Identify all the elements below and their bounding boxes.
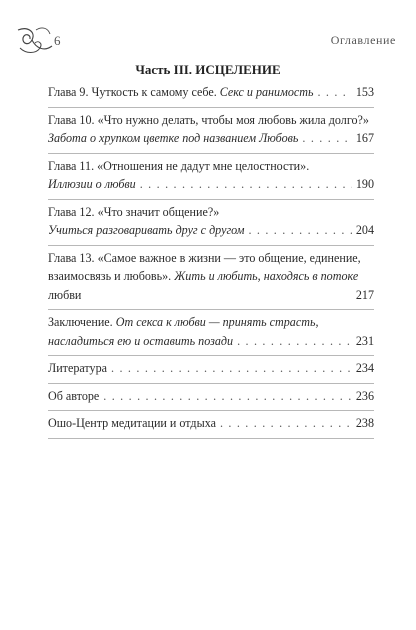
table-of-contents bbox=[48, 80, 374, 439]
toc-entry bbox=[48, 108, 374, 154]
dot-leader bbox=[140, 175, 352, 194]
toc-entry-text: Глава 11. «Отношения не дадут мне целостности». bbox=[48, 158, 310, 173]
toc-page-number: 234 bbox=[355, 361, 374, 375]
toc-entry-last-line bbox=[48, 387, 374, 406]
toc-entry-subtitle: Иллюзии о любви bbox=[48, 177, 136, 191]
toc-entry bbox=[48, 200, 374, 246]
toc-page-number: 204 bbox=[355, 223, 374, 237]
toc-page-number: 167 bbox=[355, 131, 374, 145]
toc-entry-last-line bbox=[48, 175, 374, 194]
dot-leader bbox=[302, 129, 351, 148]
toc-entry-subtitle: Секс и ранимость bbox=[219, 85, 314, 99]
page-header bbox=[14, 24, 396, 54]
toc-entry-subtitle: От секса к любви — принять страсть, bbox=[115, 315, 319, 329]
toc-entry-text: Глава 10. «Что нужно делать, чтобы моя любовь жила долго?» bbox=[48, 112, 369, 127]
toc-entry-last-line bbox=[48, 129, 374, 148]
toc-entry-text: Глава 13. «Самое важное в жизни — это общение, единение, bbox=[48, 250, 361, 265]
toc-entry-text: Ошо-Центр медитации и отдыха bbox=[48, 416, 216, 430]
toc-entry-subtitle: насладиться ею и оставить позади bbox=[48, 333, 234, 348]
toc-entry bbox=[48, 310, 374, 356]
toc-entry-line bbox=[48, 249, 374, 268]
page-number: 6 bbox=[54, 33, 61, 48]
toc-entry-line bbox=[48, 111, 374, 130]
toc-entry-last-line bbox=[48, 83, 374, 102]
toc-entry-last-line bbox=[48, 286, 374, 305]
toc-entry bbox=[48, 80, 374, 108]
toc-entry bbox=[48, 154, 374, 200]
toc-entry-last-line bbox=[48, 332, 374, 351]
toc-entry-text: Об авторе bbox=[48, 388, 100, 403]
toc-page-number: 190 bbox=[355, 177, 374, 191]
toc-entry bbox=[48, 356, 374, 384]
toc-entry-line bbox=[48, 157, 374, 176]
toc-entry bbox=[48, 246, 374, 311]
toc-entry-line bbox=[48, 203, 374, 222]
toc-entry-subtitle: Учиться разговаривать друг с другом bbox=[48, 223, 245, 237]
toc-page-number: 231 bbox=[355, 333, 374, 348]
toc-entry-text: Заключение. bbox=[48, 315, 116, 329]
running-title: Оглавление bbox=[330, 33, 396, 47]
toc-entry-last-line bbox=[48, 359, 374, 378]
toc-entry-text: Глава 9. Чуткость к самому себе. bbox=[48, 85, 220, 99]
dot-leader bbox=[237, 332, 352, 351]
toc-page-number: 238 bbox=[355, 416, 374, 430]
toc-entry-line bbox=[48, 313, 374, 332]
part-title: Часть III. ИСЦЕЛЕНИЕ bbox=[135, 62, 281, 77]
dot-leader bbox=[317, 83, 351, 102]
toc-entry-text: любви bbox=[48, 287, 82, 302]
toc-entry-text: Литература bbox=[48, 361, 108, 375]
dot-leader bbox=[248, 221, 351, 240]
toc-page-number: 153 bbox=[355, 85, 374, 99]
toc-entry-last-line bbox=[48, 414, 374, 433]
toc-entry-text: Глава 12. «Что значит общение?» bbox=[48, 204, 220, 219]
toc-entry bbox=[48, 384, 374, 412]
dot-leader bbox=[111, 359, 352, 378]
toc-entry-text: взаимосвязь и любовь». bbox=[48, 269, 175, 283]
toc-page-number: 236 bbox=[355, 388, 374, 403]
toc-entry-line bbox=[48, 267, 374, 286]
toc-entry-subtitle: Забота о хрупком цветке под названием Любовь bbox=[48, 131, 299, 145]
dot-leader bbox=[220, 414, 352, 433]
toc-entry-last-line bbox=[48, 221, 374, 240]
swirl-ornament-icon bbox=[14, 24, 58, 56]
toc-page-number: 217 bbox=[355, 287, 374, 302]
toc-entry-subtitle: Жить и любить, находясь в потоке bbox=[174, 269, 359, 283]
dot-leader bbox=[103, 387, 352, 406]
toc-entry bbox=[48, 411, 374, 439]
